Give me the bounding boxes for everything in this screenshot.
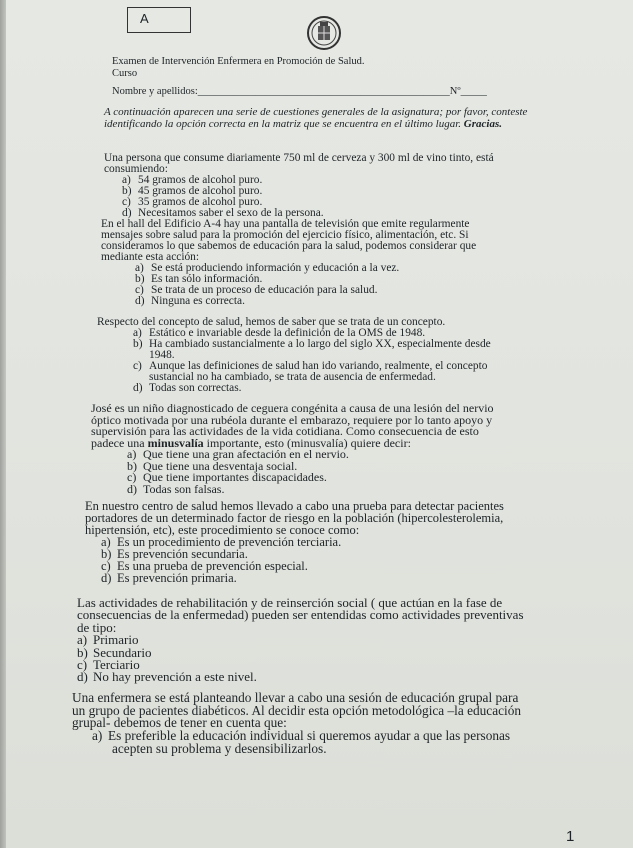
- question-stem-line: En nuestro centro de salud hemos llevado a cabo una prueba para detectar pacientes: [85, 499, 504, 513]
- option-b-continued: 1948.: [149, 349, 175, 361]
- exam-header: [112, 56, 365, 80]
- option-d: d) Todas son falsas.: [127, 481, 225, 496]
- question-4: [91, 403, 591, 495]
- question-stem-line: En el hall del Edificio A-4 hay una pantalla de televisión que emite regularmente: [101, 218, 470, 230]
- option-b: b) Es tan sólo información.: [135, 273, 263, 285]
- option-a: a) Es preferible la educación individual si queremos ayudar a que las personas: [92, 728, 511, 744]
- option-b: b) Es prevención secundaria.: [101, 547, 248, 561]
- option-a: a) Es un procedimiento de prevención terciaria.: [101, 535, 342, 549]
- instructions: [104, 107, 574, 130]
- question-stem-line: grupal- debemos de tener en cuenta que:: [72, 715, 287, 731]
- question-5: [85, 500, 595, 584]
- option-b: b) 45 gramos de alcohol puro.: [122, 185, 263, 197]
- option-b: b) Ha cambiado sustancialmente a lo largo del siglo XX, especialmente desde: [133, 338, 491, 350]
- question-stem-line: Las actividades de rehabilitación y de reinserción social ( que actúan en la fase de: [77, 595, 503, 610]
- question-stem-line: un grupo de pacientes diabéticos. Al decidir esta opción metodológica –la educación: [72, 702, 521, 718]
- option-c: c) Terciario: [77, 657, 140, 673]
- option-b: b) Secundario: [77, 644, 152, 660]
- question-1: [104, 153, 584, 219]
- option-c-continued: sustancial no ha cambiado, se trata de ausencia de enfermedad.: [149, 371, 436, 383]
- option-c: c) Aunque las definiciones de salud han ido variando, realmente, el concepto: [133, 360, 488, 372]
- question-3: [97, 317, 587, 394]
- question-stem-line: mediante esta acción:: [101, 251, 200, 263]
- page-number: 1: [566, 828, 575, 845]
- option-a: a) Primario: [77, 632, 139, 648]
- name-label: Nombre y apellidos:: [112, 86, 198, 97]
- question-stem-line: mensajes sobre salud para la promoción del ejercicio físico, alimentación, etc. Si: [101, 229, 469, 241]
- question-6: [77, 597, 597, 684]
- option-d: d) Es prevención primaria.: [101, 571, 237, 585]
- option-b: b) Que tiene una desventaja social.: [127, 458, 298, 473]
- option-a: a) Estático e invariable desde la definición de la OMS de 1948.: [133, 327, 426, 339]
- number-label: Nº_____: [449, 86, 487, 97]
- option-d: d) Ninguna es correcta.: [135, 295, 245, 307]
- bold-term: minusvalía: [147, 435, 204, 450]
- exam-title: Examen de Intervención Enfermera en Promoción de Salud.: [112, 56, 365, 67]
- option-c: c) Que tiene importantes discapacidades.: [127, 470, 327, 484]
- university-seal-icon: [306, 14, 342, 52]
- question-2: [101, 219, 581, 307]
- question-stem-line: José es un niño diagnosticado de ceguera congénita a causa de una lesión del nervio: [91, 401, 494, 415]
- name-field: [112, 86, 487, 97]
- option-a: a) 54 gramos de alcohol puro.: [122, 174, 263, 186]
- question-stem-line: de tipo:: [77, 619, 117, 635]
- option-d: d) Todas son correctas.: [133, 382, 242, 394]
- question-stem-line: padece una minusvalía importante, esto (minusvalía) quiere decir:: [91, 435, 411, 450]
- question-stem-line: consecuencias de la enfermedad) pueden ser entendidas como actividades preventivas: [77, 607, 524, 623]
- question-7: [72, 692, 602, 756]
- name-underline: ________________________________________________: [197, 86, 450, 97]
- question-stem-line: Respecto del concepto de salud, hemos de saber que se trata de un concepto.: [97, 316, 446, 328]
- instructions-thanks: Gracias.: [463, 117, 502, 130]
- question-stem-line: consumiendo:: [104, 163, 168, 175]
- option-a: a) Que tiene una gran afectación en el nervio.: [127, 447, 349, 461]
- exam-course: Curso: [112, 68, 138, 79]
- question-stem-line: óptico motivada por una rubéola durante el embarazo, requiere por lo tanto apoyo y: [91, 412, 493, 427]
- option-c: c) Se trata de un proceso de educación para la salud.: [135, 284, 378, 296]
- question-stem-line: hipertensión, etc), este procedimiento se conoce como:: [85, 523, 360, 537]
- option-c: c) Es una prueba de prevención especial.: [101, 559, 308, 573]
- question-stem-line: supervisión para las actividades de la vida cotidiana. Como consecuencia de esto: [91, 424, 479, 438]
- question-stem-line: consideramos lo que sabemos de educación para la salud, podemos considerar que: [101, 240, 477, 252]
- option-a: a) Se está produciendo información y educación a la vez.: [135, 262, 400, 274]
- instructions-text: A continuación aparecen una serie de cuestiones generales de la asignatura; por favor, conteste identificando la opción correcta en la matriz que se encuentra en el último lugar.: [104, 106, 528, 130]
- option-c: c) 35 gramos de alcohol puro.: [122, 196, 263, 208]
- option-a-continued: acepten su problema y desensibilizarlos.: [112, 740, 327, 756]
- question-stem-line: Una enfermera se está planteando llevar a cabo una sesión de educación grupal para: [72, 690, 519, 705]
- option-d: d) Necesitamos saber el sexo de la persona.: [122, 207, 324, 219]
- exam-version-box: A: [127, 7, 191, 33]
- question-stem-line: Una persona que consume diariamente 750 ml de cerveza y 300 ml de vino tinto, está: [104, 152, 494, 164]
- question-stem-line: portadores de un determinado factor de riesgo en la población (hipercolesterolemia,: [85, 511, 504, 525]
- option-d: d) No hay prevención a este nivel.: [77, 669, 257, 685]
